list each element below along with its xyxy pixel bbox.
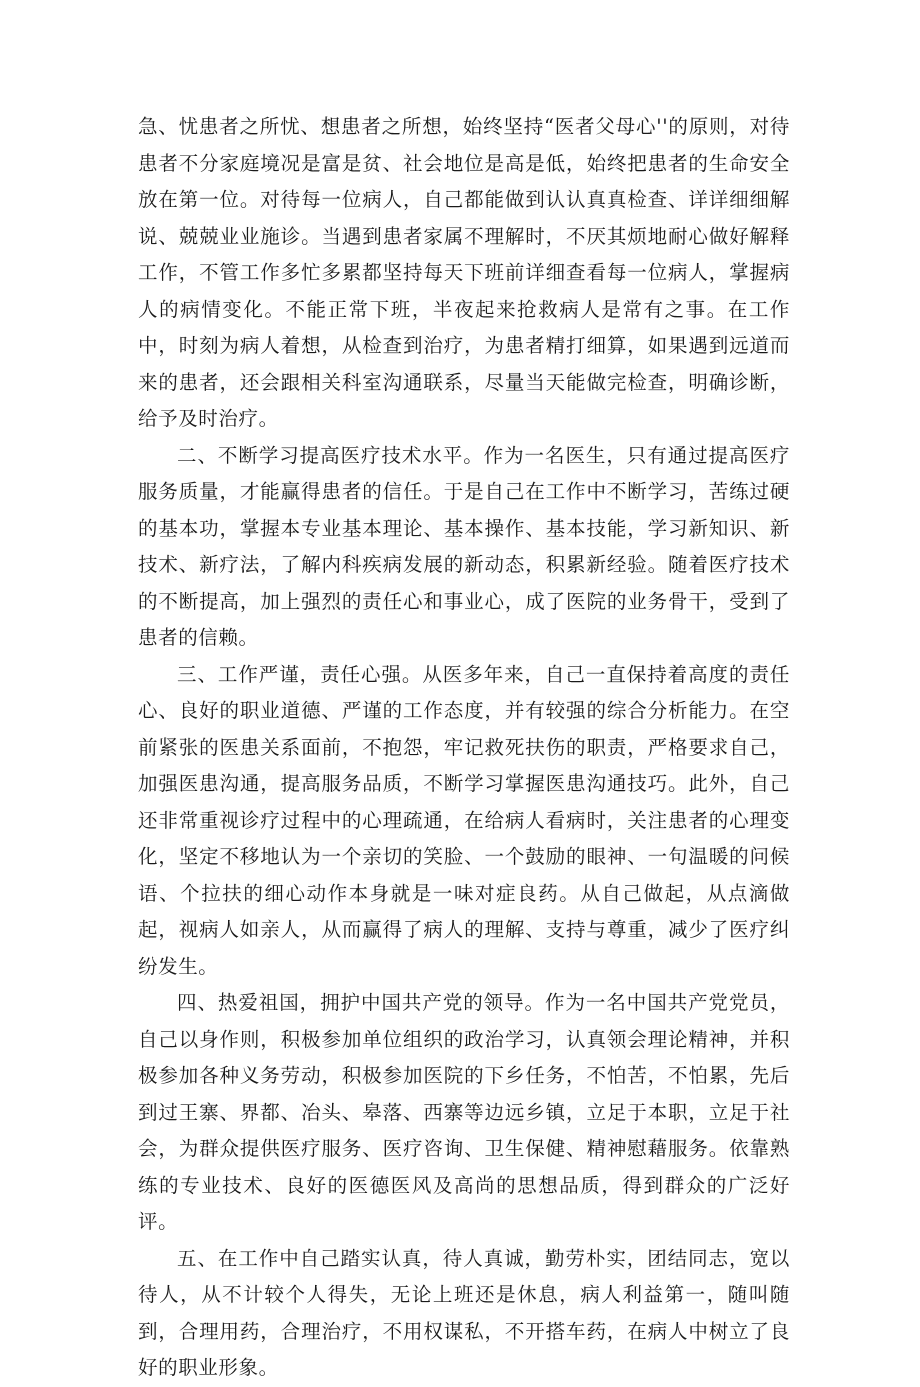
paragraph-section-two: 二、不断学习提高医疗技术水平。作为一名医生，只有通过提高医疗服务质量，才能赢得患者的信任。于是自己在工作中不断学习，苦练过硬的基本功，掌握本专业基本理论、基本操作、基本技能，学习新知识、新技术、新疗法，了解内科疾病发展的新动态，积累新经验。随着医疗技术的不断提高，加上强烈的责任心和事业心，成了医院的业务骨干，受到了患者的信赖。 xyxy=(138,443,790,649)
paragraph-section-five: 五、在工作中自己踏实认真，待人真诚，勤劳朴实，团结同志，宽以待人，从不计较个人得失，无论上班还是休息，病人利益第一，随叫随到，合理用药，合理治疗，不用权谋私，不开搭车药，在病人中树立了良好的职业形象。 xyxy=(138,1246,790,1379)
document-body xyxy=(138,109,790,1387)
paragraph-section-three: 三、工作严谨，责任心强。从医多年来，自己一直保持着高度的责任心、良好的职业道德、严谨的工作态度，并有较强的综合分析能力。在空前紧张的医患关系面前，不抱怨，牢记救死扶伤的职责，严格要求自己，加强医患沟通，提高服务品质，不断学习掌握医患沟通技巧。此外，自己还非常重视诊疗过程中的心理疏通，在给病人看病时，关注患者的心理变化，坚定不移地认为一个亲切的笑脸、一个鼓励的眼神、一句温暖的问候语、个拉扶的细心动作本身就是一味对症良药。从自己做起，从点滴做起，视病人如亲人，从而赢得了病人的理解、支持与尊重，减少了医疗纠纷发生。 xyxy=(138,662,790,978)
paragraph-section-four: 四、热爱祖国，拥护中国共产党的领导。作为一名中国共产党党员，自己以身作则，积极参加单位组织的政治学习，认真领会理论精神，并积极参加各种义务劳动，积极参加医院的下乡任务，不怕苦，不怕累，先后到过王寨、界都、冶头、皋落、西寨等边远乡镇，立足于本职，立足于社会，为群众提供医疗服务、医疗咨询、卫生保健、精神慰藉服务。依靠熟练的专业技术、良好的医德医风及高尚的思想品质，得到群众的广泛好评。 xyxy=(138,991,790,1233)
paragraph-continuation: 急、忧患者之所忧、想患者之所想，始终坚持“医者父母心''的原则，对待患者不分家庭境况是富是贫、社会地位是高是低，始终把患者的生命安全放在第一位。对待每一位病人，自己都能做到认认真真检查、详详细细解说、兢兢业业施诊。当遇到患者家属不理解时，不厌其烦地耐心做好解释工作，不管工作多忙多累都坚持每天下班前详细查看每一位病人，掌握病人的病情变化。不能正常下班，半夜起来抢救病人是常有之事。在工作中，时刻为病人着想，从检查到治疗，为患者精打细算，如果遇到远道而来的患者，还会跟相关科室沟通联系，尽量当天能做完检查，明确诊断，给予及时治疗。 xyxy=(138,115,790,430)
